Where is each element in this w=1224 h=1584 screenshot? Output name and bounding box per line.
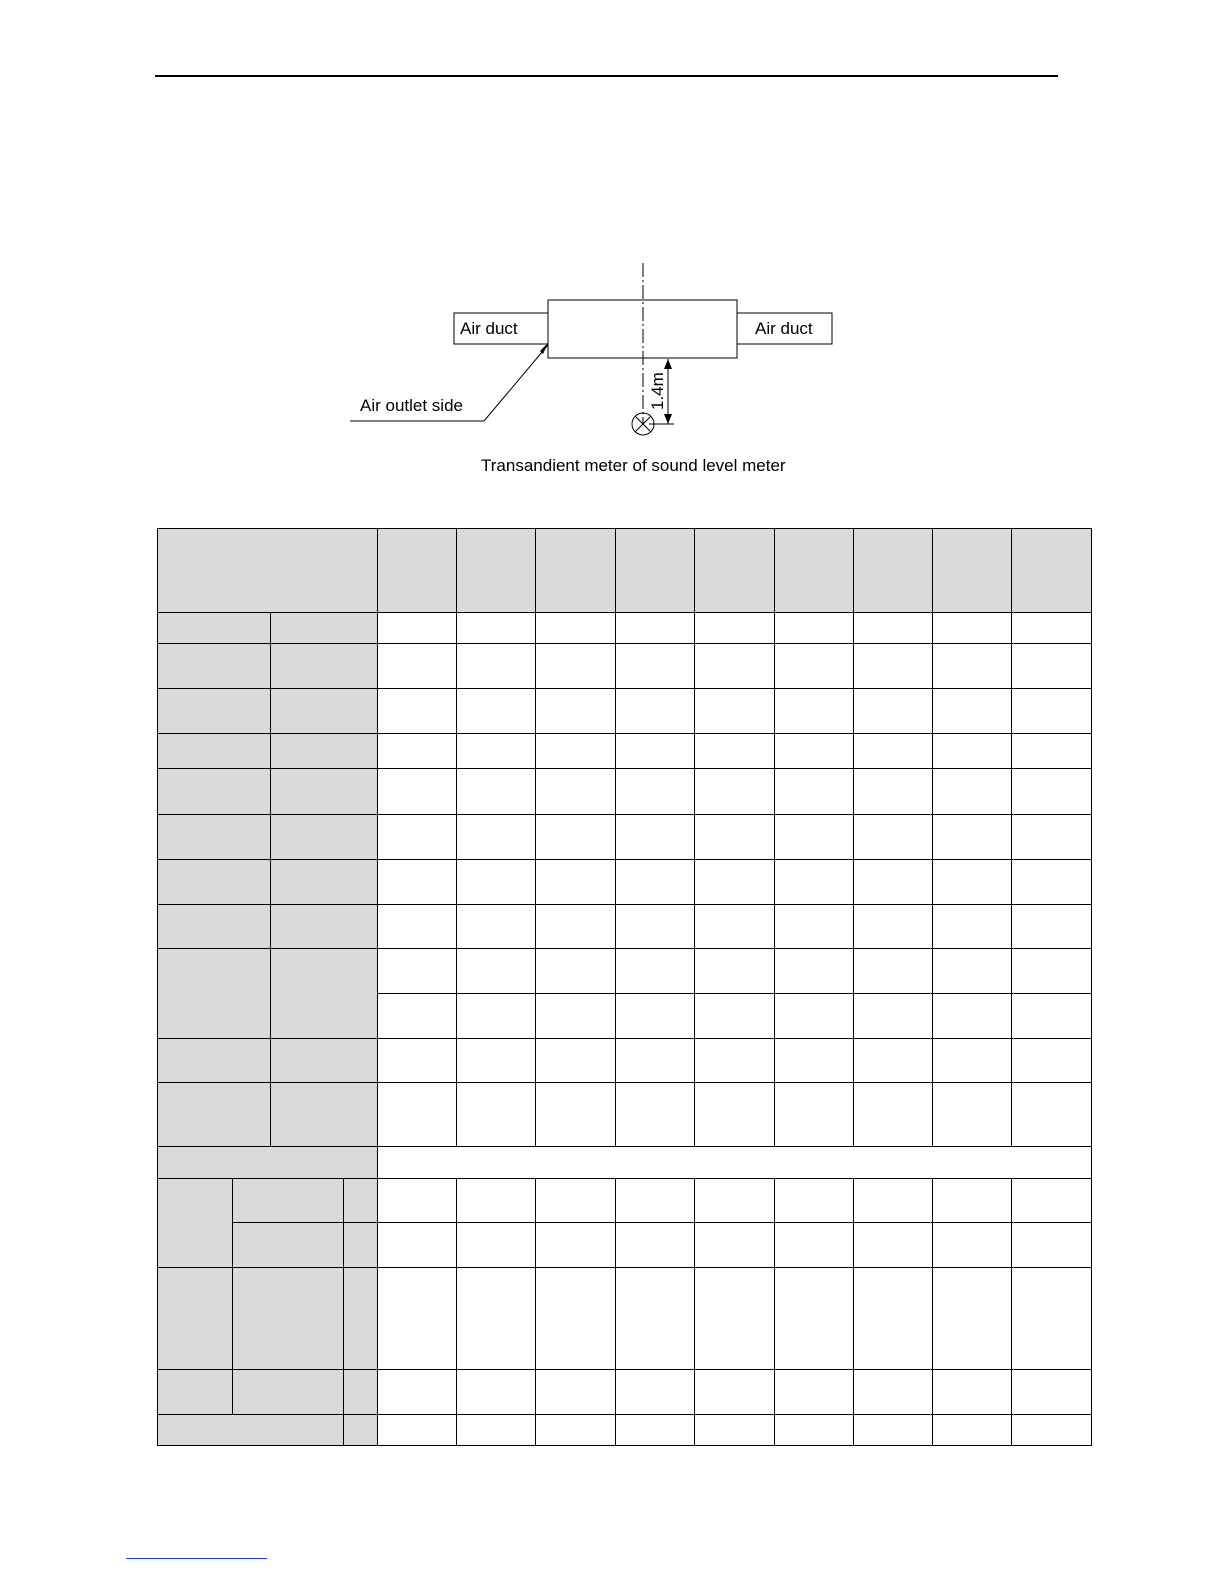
value-cell	[616, 1415, 695, 1446]
row-label-cell	[158, 815, 271, 860]
row-label-cell	[158, 769, 271, 815]
value-cell	[1012, 1083, 1092, 1147]
row-unit-cell	[344, 1370, 378, 1415]
value-cell	[775, 905, 854, 949]
value-cell	[457, 949, 536, 994]
value-cell	[695, 734, 775, 769]
row-label-cell	[158, 644, 271, 689]
value-cell	[854, 860, 933, 905]
table-row	[158, 613, 1092, 644]
dimension-arrow-down-icon	[664, 414, 672, 424]
value-cell	[854, 644, 933, 689]
value-cell	[695, 1370, 775, 1415]
value-cell	[616, 1268, 695, 1370]
value-cell	[616, 1370, 695, 1415]
value-cell	[457, 860, 536, 905]
value-cell	[933, 1083, 1012, 1147]
row-unit-cell	[271, 644, 378, 689]
value-cell	[457, 689, 536, 734]
value-cell	[854, 1083, 933, 1147]
row-label-cell	[158, 1415, 344, 1446]
value-cell	[536, 949, 616, 994]
value-cell	[854, 815, 933, 860]
value-cell	[933, 860, 1012, 905]
value-cell	[854, 734, 933, 769]
section-value-cell	[378, 1147, 1092, 1179]
table-row	[158, 1083, 1092, 1147]
value-cell	[854, 769, 933, 815]
row-unit-cell	[271, 1083, 378, 1147]
value-cell	[1012, 1039, 1092, 1083]
value-cell	[1012, 994, 1092, 1039]
table-row	[158, 734, 1092, 769]
outlet-side-label: Air outlet side	[360, 396, 463, 415]
row-label-cell	[158, 905, 271, 949]
value-cell	[378, 769, 457, 815]
value-cell	[457, 994, 536, 1039]
value-cell	[775, 689, 854, 734]
value-cell	[616, 689, 695, 734]
row-unit-cell	[271, 734, 378, 769]
row-unit-cell	[344, 1223, 378, 1268]
right-air-duct-label: Air duct	[755, 319, 813, 338]
header-model-cell	[1012, 529, 1092, 613]
row-unit-cell	[271, 905, 378, 949]
value-cell	[616, 734, 695, 769]
value-cell	[536, 1223, 616, 1268]
value-cell	[457, 1370, 536, 1415]
value-cell	[378, 1223, 457, 1268]
table-row	[158, 1268, 1092, 1370]
table-row	[158, 689, 1092, 734]
value-cell	[616, 769, 695, 815]
left-air-duct-label: Air duct	[460, 319, 518, 338]
row-unit-cell	[271, 815, 378, 860]
value-cell	[536, 1179, 616, 1223]
value-cell	[854, 689, 933, 734]
table-header-row	[158, 529, 1092, 613]
value-cell	[378, 689, 457, 734]
header-model-cell	[854, 529, 933, 613]
sub-label-cell	[233, 1370, 344, 1415]
section-label-cell	[158, 1147, 378, 1179]
value-cell	[775, 1179, 854, 1223]
value-cell	[378, 1415, 457, 1446]
table-row	[158, 1039, 1092, 1083]
value-cell	[1012, 613, 1092, 644]
value-cell	[378, 1039, 457, 1083]
value-cell	[695, 644, 775, 689]
table-row	[158, 1415, 1092, 1446]
value-cell	[536, 1039, 616, 1083]
value-cell	[457, 905, 536, 949]
value-cell	[695, 689, 775, 734]
value-cell	[457, 1083, 536, 1147]
value-cell	[854, 1223, 933, 1268]
value-cell	[378, 734, 457, 769]
sub-label-cell	[233, 1179, 344, 1223]
value-cell	[854, 1039, 933, 1083]
section-header-row	[158, 1147, 1092, 1179]
value-cell	[616, 1083, 695, 1147]
specification-table	[157, 528, 1092, 1446]
row-unit-cell	[271, 860, 378, 905]
row-unit-cell	[344, 1415, 378, 1446]
value-cell	[854, 949, 933, 994]
value-cell	[1012, 1268, 1092, 1370]
header-model-cell	[616, 529, 695, 613]
value-cell	[1012, 860, 1092, 905]
table-row	[158, 949, 1092, 994]
value-cell	[616, 1179, 695, 1223]
value-cell	[695, 949, 775, 994]
value-cell	[536, 769, 616, 815]
header-model-cell	[536, 529, 616, 613]
value-cell	[536, 644, 616, 689]
sub-label-cell	[233, 1223, 344, 1268]
value-cell	[616, 1039, 695, 1083]
value-cell	[933, 1179, 1012, 1223]
header-model-cell	[695, 529, 775, 613]
value-cell	[536, 613, 616, 644]
value-cell	[457, 1223, 536, 1268]
value-cell	[854, 1370, 933, 1415]
value-cell	[695, 1083, 775, 1147]
value-cell	[854, 994, 933, 1039]
value-cell	[695, 994, 775, 1039]
value-cell	[775, 994, 854, 1039]
row-unit-cell	[271, 949, 378, 1039]
header-model-cell	[457, 529, 536, 613]
header-model-cell	[933, 529, 1012, 613]
value-cell	[775, 815, 854, 860]
value-cell	[457, 1039, 536, 1083]
row-unit-cell	[344, 1179, 378, 1223]
value-cell	[536, 1268, 616, 1370]
diagram-caption: Transandient meter of sound level meter	[481, 456, 786, 475]
value-cell	[775, 860, 854, 905]
value-cell	[933, 734, 1012, 769]
row-label-cell	[158, 689, 271, 734]
table-row	[158, 860, 1092, 905]
value-cell	[536, 1370, 616, 1415]
value-cell	[1012, 949, 1092, 994]
value-cell	[854, 905, 933, 949]
value-cell	[1012, 1370, 1092, 1415]
footer-link-underline	[126, 1558, 267, 1559]
value-cell	[536, 734, 616, 769]
value-cell	[854, 1179, 933, 1223]
value-cell	[457, 1415, 536, 1446]
value-cell	[378, 860, 457, 905]
value-cell	[933, 613, 1012, 644]
header-label-cell	[158, 529, 378, 613]
sub-label-cell	[233, 1268, 344, 1370]
row-unit-cell	[344, 1268, 378, 1370]
row-label-cell	[158, 613, 271, 644]
value-cell	[616, 613, 695, 644]
value-cell	[933, 815, 1012, 860]
row-unit-cell	[271, 1039, 378, 1083]
value-cell	[378, 905, 457, 949]
value-cell	[695, 860, 775, 905]
value-cell	[933, 1223, 1012, 1268]
value-cell	[616, 860, 695, 905]
value-cell	[1012, 769, 1092, 815]
value-cell	[695, 1039, 775, 1083]
row-unit-cell	[271, 689, 378, 734]
value-cell	[854, 613, 933, 644]
value-cell	[536, 1415, 616, 1446]
value-cell	[616, 994, 695, 1039]
value-cell	[378, 1179, 457, 1223]
value-cell	[536, 689, 616, 734]
value-cell	[933, 644, 1012, 689]
value-cell	[775, 949, 854, 994]
group-label-cell	[158, 1179, 233, 1268]
value-cell	[378, 994, 457, 1039]
row-unit-cell	[271, 613, 378, 644]
value-cell	[695, 613, 775, 644]
outlet-pointer-line	[484, 345, 548, 421]
value-cell	[775, 1415, 854, 1446]
value-cell	[775, 1223, 854, 1268]
table-row	[158, 1223, 1092, 1268]
value-cell	[933, 1039, 1012, 1083]
value-cell	[1012, 734, 1092, 769]
header-rule	[155, 75, 1058, 77]
value-cell	[378, 644, 457, 689]
row-label-cell	[158, 734, 271, 769]
value-cell	[536, 1083, 616, 1147]
sound-measurement-diagram	[340, 255, 860, 480]
value-cell	[695, 1268, 775, 1370]
value-cell	[457, 1268, 536, 1370]
value-cell	[457, 815, 536, 860]
value-cell	[378, 815, 457, 860]
dimension-arrow-up-icon	[664, 359, 672, 369]
header-model-cell	[378, 529, 457, 613]
value-cell	[775, 1083, 854, 1147]
table-row	[158, 815, 1092, 860]
group-label-cell	[158, 1268, 233, 1370]
value-cell	[457, 769, 536, 815]
value-cell	[457, 1179, 536, 1223]
value-cell	[775, 1268, 854, 1370]
value-cell	[536, 860, 616, 905]
value-cell	[457, 613, 536, 644]
value-cell	[775, 1039, 854, 1083]
table-row	[158, 769, 1092, 815]
value-cell	[775, 1370, 854, 1415]
value-cell	[1012, 815, 1092, 860]
table-row	[158, 1179, 1092, 1223]
value-cell	[695, 1223, 775, 1268]
row-label-cell	[158, 949, 271, 1039]
value-cell	[775, 734, 854, 769]
value-cell	[933, 689, 1012, 734]
value-cell	[1012, 644, 1092, 689]
distance-label: 1.4m	[648, 372, 667, 410]
value-cell	[616, 949, 695, 994]
value-cell	[933, 949, 1012, 994]
value-cell	[1012, 905, 1092, 949]
value-cell	[536, 994, 616, 1039]
value-cell	[378, 1083, 457, 1147]
value-cell	[536, 905, 616, 949]
value-cell	[933, 994, 1012, 1039]
value-cell	[775, 644, 854, 689]
value-cell	[378, 613, 457, 644]
value-cell	[1012, 1223, 1092, 1268]
value-cell	[695, 769, 775, 815]
value-cell	[775, 769, 854, 815]
row-label-cell	[158, 1039, 271, 1083]
value-cell	[457, 734, 536, 769]
value-cell	[616, 905, 695, 949]
row-label-cell	[158, 1083, 271, 1147]
value-cell	[1012, 1179, 1092, 1223]
header-model-cell	[775, 529, 854, 613]
value-cell	[695, 905, 775, 949]
value-cell	[933, 769, 1012, 815]
row-unit-cell	[271, 769, 378, 815]
value-cell	[616, 815, 695, 860]
value-cell	[378, 1268, 457, 1370]
table-row	[158, 1370, 1092, 1415]
value-cell	[854, 1268, 933, 1370]
value-cell	[775, 613, 854, 644]
value-cell	[1012, 689, 1092, 734]
value-cell	[933, 905, 1012, 949]
value-cell	[933, 1415, 1012, 1446]
value-cell	[695, 1415, 775, 1446]
value-cell	[616, 644, 695, 689]
value-cell	[536, 815, 616, 860]
table-row	[158, 644, 1092, 689]
value-cell	[457, 644, 536, 689]
value-cell	[933, 1268, 1012, 1370]
value-cell	[933, 1370, 1012, 1415]
value-cell	[695, 815, 775, 860]
table-row	[158, 905, 1092, 949]
value-cell	[695, 1179, 775, 1223]
value-cell	[378, 1370, 457, 1415]
row-label-cell	[158, 860, 271, 905]
value-cell	[854, 1415, 933, 1446]
value-cell	[616, 1223, 695, 1268]
value-cell	[1012, 1415, 1092, 1446]
value-cell	[378, 949, 457, 994]
group-label-cell	[158, 1370, 233, 1415]
